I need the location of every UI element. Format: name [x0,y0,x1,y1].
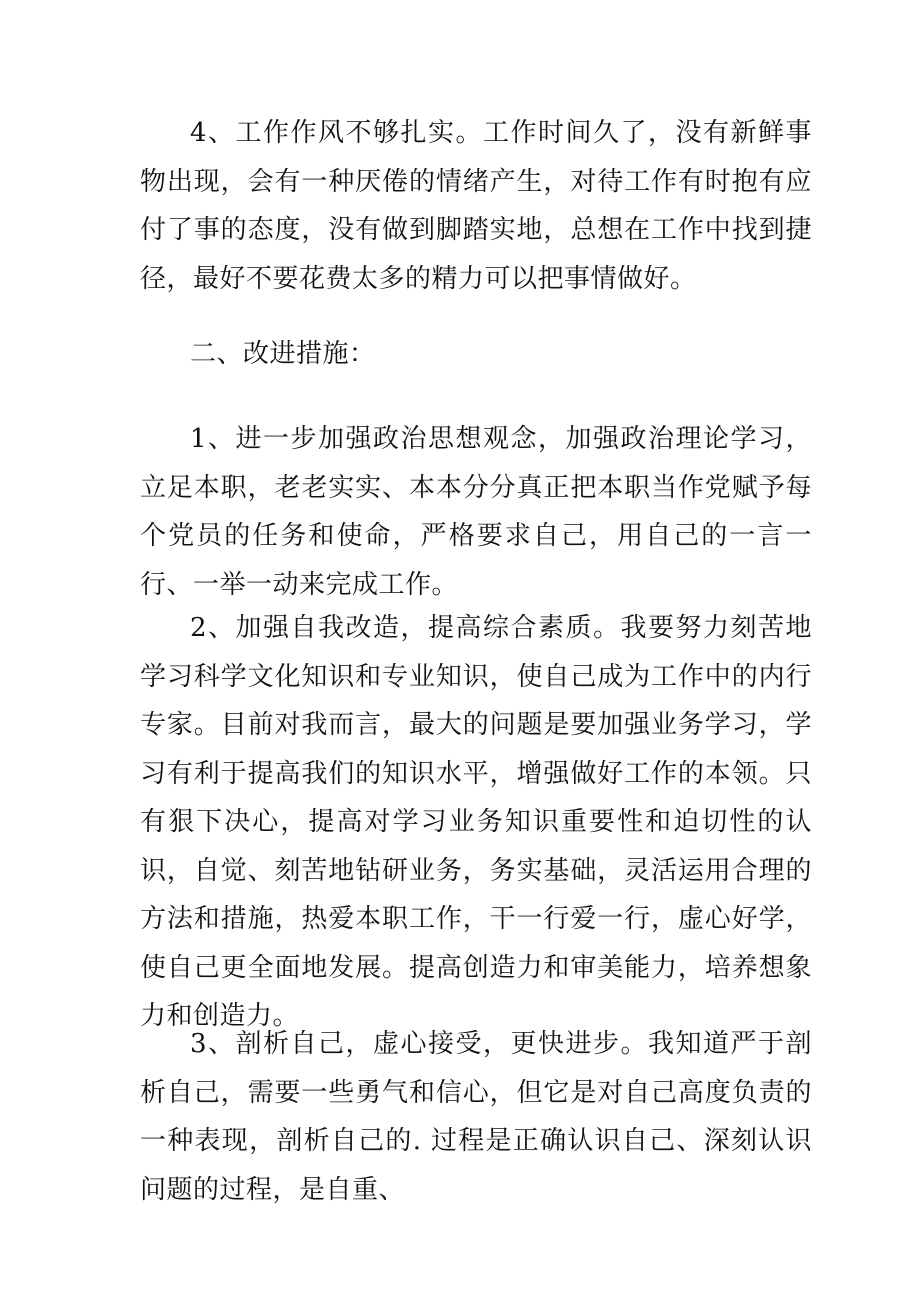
paragraph-measure-2: 2、加强自我改造，提高综合素质。我要努力刻苦地学习科学文化知识和专业知识，使自己成为工作中的内行专家。目前对我而言，最大的问题是要加强业务学习，学习有利于提高我们的知识水平，增强做好工作的本领。只有狠下决心，提高对学习业务知识重要性和迫切性的认识，自觉、刻苦地钻研业务，务实基础，灵活运用合理的方法和措施，热爱本职工作，干一行爱一行，虚心好学，使自己更全面地发展。提高创造力和审美能力，培养想象力和创造力。 [140,613,812,1031]
paragraph-work-style: 4、工作作风不够扎实。工作时间久了，没有新鲜事物出现，会有一种厌倦的情绪产生，对待工作有时抱有应付了事的态度，没有做到脚踏实地，总想在工作中找到捷径，最好不要花费太多的精力可以把事情做好。 [140,118,812,294]
paragraph-measure-1: 1、进一步加强政治思想观念，加强政治理论学习，立足本职，老老实实、本本分分真正把本职当作党赋予每个党员的任务和使命，严格要求自己，用自己的一言一行、一举一动来完成工作。 [140,424,812,600]
section-heading-improvement-measures: 二、改进措施： [190,339,376,369]
paragraph-measure-3: 3、剖析自己，虚心接受，更快进步。我知道严于剖析自己，需要一些勇气和信心，但它是对自己高度负责的一种表现，剖析自己的. 过程是正确认识自己、深刻认识问题的过程，是自重、 [140,1029,812,1205]
